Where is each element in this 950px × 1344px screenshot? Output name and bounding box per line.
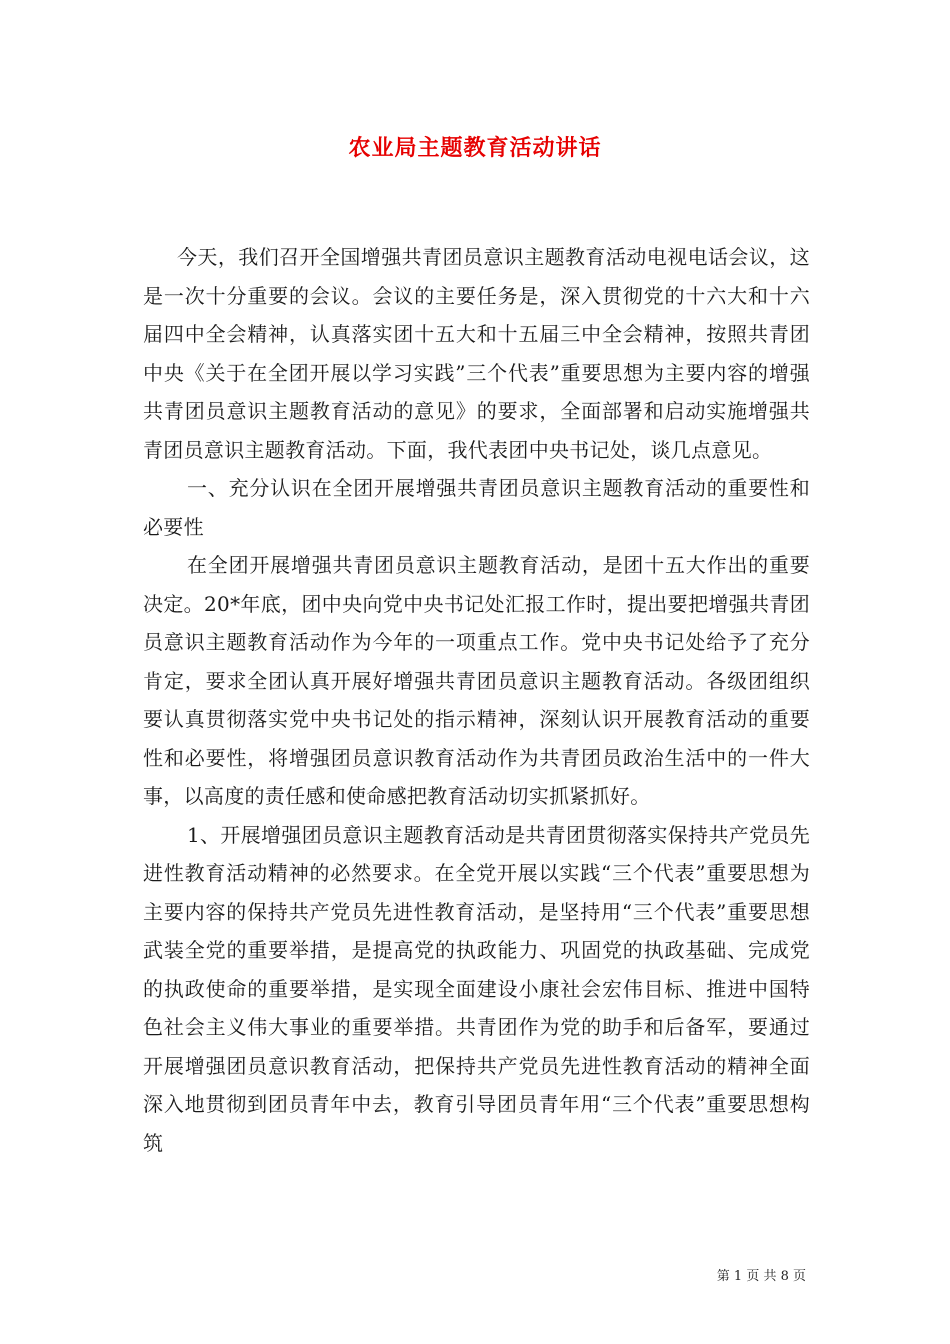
paragraph-point-one: 1、开展增强团员意识主题教育活动是共青团贯彻落实保持共产党员先进性教育活动精神的必然要求。在全党开展以实践“三个代表”重要思想为主要内容的保持共产党员先进性教育活动，是坚持用“三个代表”重要思想武装全党的重要举措，是提高党的执政能力、巩固党的执政基础、完成党的执政使命的重要举措，是实现全面建设小康社会宏伟目标、推进中国特色社会主义伟大事业的重要举措。共青团作为党的助手和后备军，要通过开展增强团员意识教育活动，把保持共产党员先进性教育活动的精神全面深入地贯彻到团员青年中去，教育引导团员青年用“三个代表”重要思想构筑: [143, 822, 810, 1155]
document-body: [143, 238, 810, 1162]
paragraph-opening: 今天，我们召开全国增强共青团员意识主题教育活动电视电话会议，这是一次十分重要的会议。会议的主要任务是，深入贯彻党的十六大和十六届四中全会精神，认真落实团十五大和十五届三中全会精神，按照共青团中央《关于在全团开展以学习实践”三个代表”重要思想为主要内容的增强共青团员意识主题教育活动的意见》的要求，全面部署和启动实施增强共青团员意识主题教育活动。下面，我代表团中央书记处，谈几点意见。: [143, 245, 810, 462]
document-title: 农业局主题教育活动讲话: [348, 135, 602, 161]
page-number-footer: 第 1 页 共 8 页: [716, 1269, 806, 1284]
paragraph-decision: 在全团开展增强共青团员意识主题教育活动，是团十五大作出的重要决定。20*年底，团中央向党中央书记处汇报工作时，提出要把增强共青团员意识主题教育活动作为今年的一项重点工作。党中央书记处给予了充分肯定，要求全团认真开展好增强共青团员意识主题教育活动。各级团组织要认真贯彻落实党中央书记处的指示精神，深刻认识开展教育活动的重要性和必要性，将增强团员意识教育活动作为共青团员政治生活中的一件大事，以高度的责任感和使命感把教育活动切实抓紧抓好。: [143, 553, 810, 808]
section-heading-one: 一、充分认识在全团开展增强共青团员意识主题教育活动的重要性和必要性: [143, 476, 810, 539]
